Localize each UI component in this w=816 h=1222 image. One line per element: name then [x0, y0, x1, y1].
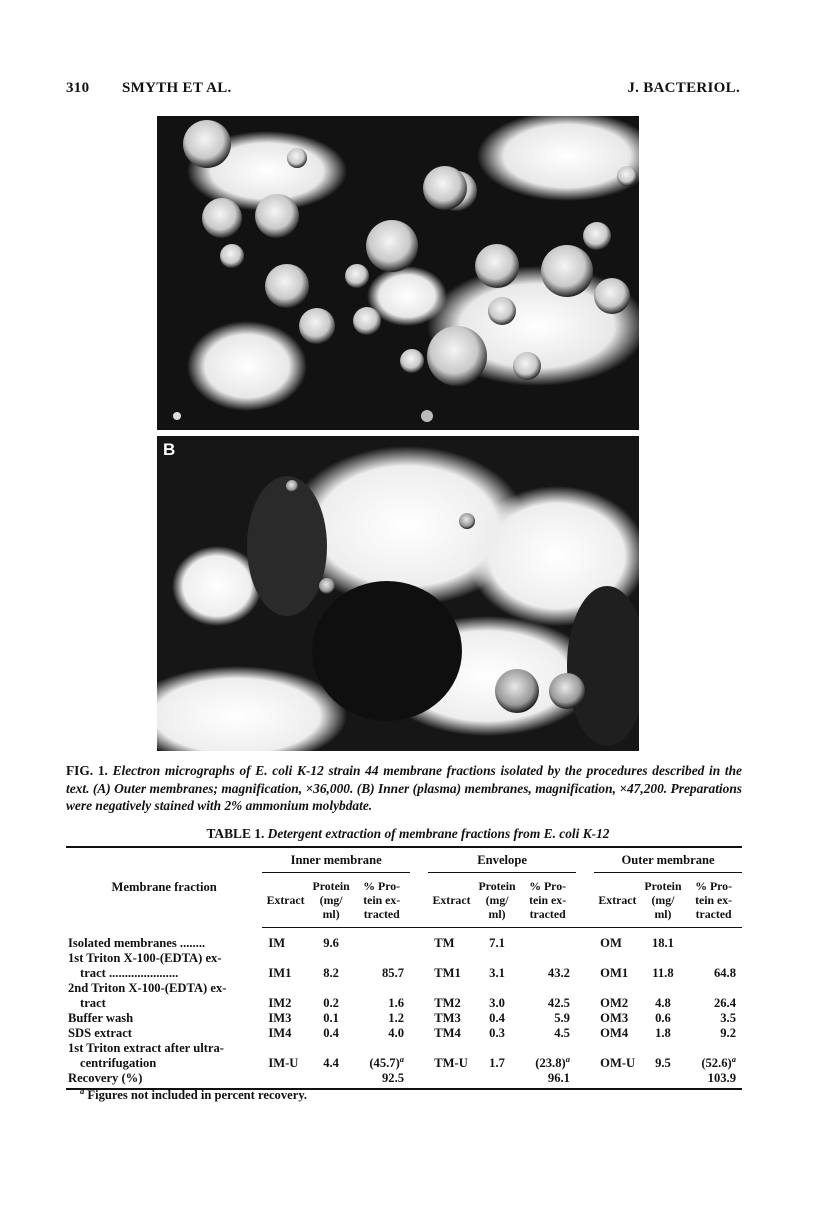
- cell-tm-percent: [519, 928, 576, 952]
- cell-im-extract: IM2: [268, 996, 292, 1010]
- footnote-marker: a: [80, 1086, 85, 1096]
- cell-im-percent: [353, 928, 410, 952]
- cell-tm-extract: TM: [434, 936, 455, 950]
- cell-tm-extract: TM3: [434, 1011, 461, 1025]
- cell-im-protein: [309, 1071, 354, 1089]
- cell-im-protein: 0.1: [323, 1011, 339, 1025]
- col-protein: Protein (mg/ ml): [475, 873, 520, 928]
- cell-tm-extract: TM1: [434, 966, 461, 980]
- cell-im-percent: 92.5: [353, 1071, 410, 1089]
- cell-om-percent: 9.2: [720, 1026, 736, 1040]
- group-envelope: Envelope: [428, 847, 576, 873]
- footnote-text: Figures not included in percent recovery.: [87, 1088, 308, 1103]
- cell-tm-protein: 3.1: [489, 966, 505, 980]
- row-label: SDS extract: [68, 1026, 133, 1040]
- cell-im-extract: IM1: [268, 966, 292, 980]
- cell-im-protein: 4.4: [323, 1056, 339, 1070]
- cell-om-percent: 3.5: [720, 1011, 736, 1025]
- row-label: Buffer wash: [68, 1011, 134, 1025]
- cell-om-percent: 103.9: [685, 1071, 742, 1089]
- table-row: [66, 1041, 742, 1071]
- table-row: [66, 928, 742, 952]
- cell-om-percent: $(52.6)^a$: [701, 1053, 736, 1070]
- cell-om-percent: 26.4: [713, 996, 736, 1010]
- table-row: [66, 981, 742, 1011]
- cell-tm-protein: 3.0: [489, 996, 505, 1010]
- table-label: TABLE 1.: [206, 826, 265, 841]
- cell-tm-extract: [428, 1071, 475, 1089]
- cell-om-protein: 1.8: [655, 1026, 671, 1040]
- cell-om-extract: [594, 1071, 641, 1089]
- cell-om-extract: OM: [600, 936, 622, 950]
- cell-tm-protein: [475, 1071, 520, 1089]
- cell-om-extract: OM3: [600, 1011, 629, 1025]
- table-title-text: Detergent extraction of membrane fractions from E. coli K-12: [267, 826, 610, 841]
- cell-om-extract: OM-U: [600, 1056, 636, 1070]
- cell-tm-percent: 5.9: [554, 1011, 570, 1025]
- row-label: 1st Triton extract after ultra- centrifugation: [68, 1041, 224, 1070]
- cell-om-extract: OM1: [600, 966, 629, 980]
- cell-im-protein: 8.2: [323, 966, 339, 980]
- cell-tm-protein: 0.4: [489, 1011, 505, 1025]
- figure-caption-text: Electron micrographs of E. coli K-12 strain 44 membrane fractions isolated by the procedures described in the text. (A) Outer membranes; magnification, ×36,000. (B) Inner (plasma) membranes, magnification, ×47,200. Preparations were negatively stained with 2% ammonium molybdate.: [66, 763, 742, 813]
- table-row: [66, 951, 742, 981]
- micrograph-panel-a: [157, 116, 639, 430]
- cell-tm-percent: 96.1: [519, 1071, 576, 1089]
- col-percent-extracted: % Pro- tein ex- tracted: [685, 873, 742, 928]
- col-extract: Extract: [428, 873, 475, 928]
- col-protein: Protein (mg/ ml): [309, 873, 354, 928]
- cell-om-protein: 9.5: [655, 1056, 671, 1070]
- cell-tm-percent: $(23.8)^a$: [535, 1053, 570, 1070]
- cell-om-protein: [641, 1071, 686, 1089]
- table-title: [0, 826, 816, 842]
- cell-tm-protein: 7.1: [489, 936, 505, 950]
- figure-caption: [66, 762, 742, 815]
- cell-im-protein: 9.6: [323, 936, 339, 950]
- cell-tm-extract: TM2: [434, 996, 461, 1010]
- page-number: 310: [66, 80, 90, 96]
- cell-om-percent: 64.8: [713, 966, 736, 980]
- group-inner-membrane: Inner membrane: [262, 847, 410, 873]
- cell-om-extract: OM4: [600, 1026, 629, 1040]
- col-percent-extracted: % Pro- tein ex- tracted: [519, 873, 576, 928]
- cell-tm-extract: TM4: [434, 1026, 461, 1040]
- cell-im-percent: $(45.7)^a$: [369, 1053, 405, 1070]
- row-label: 2nd Triton X-100-(EDTA) ex- tract: [68, 981, 227, 1010]
- cell-tm-percent: 43.2: [547, 966, 570, 980]
- group-outer-membrane: Outer membrane: [594, 847, 742, 873]
- col-extract: Extract: [262, 873, 309, 928]
- cell-om-protein: 11.8: [652, 966, 674, 980]
- col-percent-extracted: % Pro- tein ex- tracted: [353, 873, 410, 928]
- col-protein: Protein (mg/ ml): [641, 873, 686, 928]
- outer-membrane-vesicles-image: [157, 116, 639, 430]
- running-header-authors: SMYTH ET AL.: [122, 80, 232, 96]
- cell-tm-extract: TM-U: [434, 1056, 468, 1070]
- col-membrane-fraction: Membrane fraction: [66, 847, 262, 928]
- cell-im-protein: 0.4: [323, 1026, 339, 1040]
- row-label: Isolated membranes ........: [68, 935, 206, 950]
- cell-tm-percent: 4.5: [554, 1026, 570, 1040]
- cell-om-protein: 0.6: [655, 1011, 671, 1025]
- cell-im-extract: IM-U: [268, 1056, 299, 1070]
- row-label: 1st Triton X-100-(EDTA) ex- tract ......................: [68, 951, 222, 980]
- table-row: [66, 1011, 742, 1026]
- cell-tm-protein: 1.7: [489, 1056, 505, 1070]
- cell-om-protein: 18.1: [651, 936, 674, 950]
- cell-im-extract: IM4: [268, 1026, 292, 1040]
- cell-im-protein: 0.2: [323, 996, 339, 1010]
- cell-om-protein: 4.8: [655, 996, 671, 1010]
- running-header-journal: J. BACTERIOL.: [627, 80, 740, 96]
- cell-tm-percent: 42.5: [547, 996, 570, 1010]
- table-row: [66, 1026, 742, 1041]
- row-label: Recovery (%): [66, 1071, 262, 1089]
- col-extract: Extract: [594, 873, 641, 928]
- cell-im-extract: IM3: [268, 1011, 292, 1025]
- figure-label: FIG. 1.: [66, 763, 108, 778]
- cell-im-percent: 4.0: [388, 1026, 405, 1040]
- table-footnote: [80, 1086, 307, 1103]
- panel-b-label: B: [163, 440, 176, 459]
- micrograph-panel-b: [157, 436, 639, 751]
- cell-im-percent: 1.6: [388, 996, 405, 1010]
- cell-om-extract: OM2: [600, 996, 629, 1010]
- detergent-extraction-table: [66, 846, 742, 1090]
- cell-im-extract: IM: [268, 936, 286, 950]
- cell-im-percent: 1.2: [388, 1011, 405, 1025]
- cell-im-percent: 85.7: [381, 966, 405, 980]
- cell-tm-protein: 0.3: [489, 1026, 505, 1040]
- inner-membrane-vesicles-image: [157, 436, 639, 751]
- cell-om-percent: [685, 928, 742, 952]
